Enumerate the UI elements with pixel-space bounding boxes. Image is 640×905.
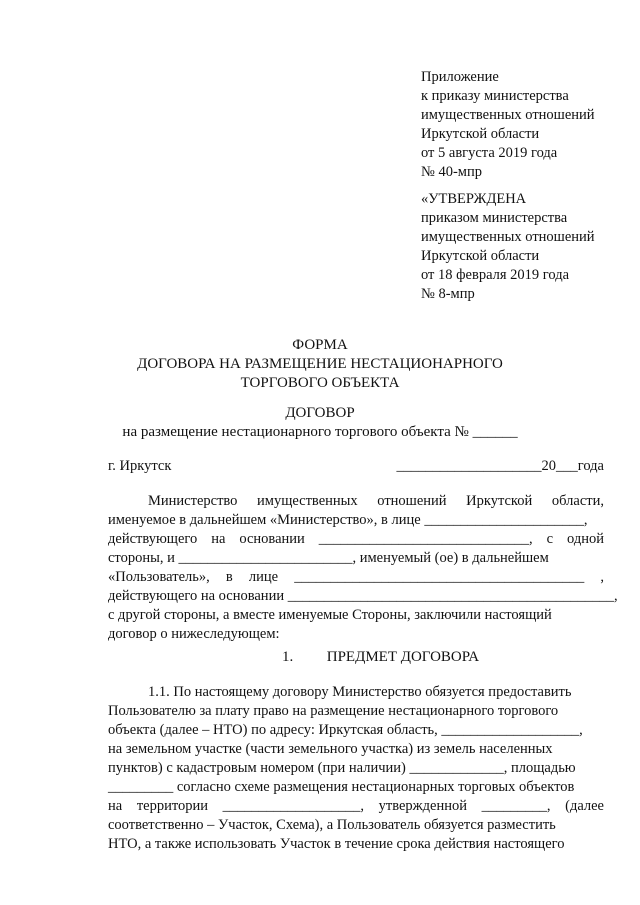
appendix-line: Приложение bbox=[421, 69, 499, 85]
section-title: ПРЕДМЕТ ДОГОВОРА bbox=[326, 649, 480, 665]
clause-line: Пользователю за плату право на размещение нестационарного торгового bbox=[108, 703, 559, 719]
appendix-line: к приказу министерства bbox=[421, 88, 569, 104]
preamble bbox=[108, 492, 618, 644]
form-title-line: ТОРГОВОГО ОБЪЕКТА bbox=[240, 375, 400, 391]
form-title-line: ДОГОВОРА НА РАЗМЕЩЕНИЕ НЕСТАЦИОНАРНОГО bbox=[137, 356, 503, 372]
clause-line: 1.1. По настоящему договору Министерство обязуется предоставить bbox=[148, 684, 572, 700]
contract-heading: ДОГОВОР bbox=[285, 405, 355, 421]
approved-block bbox=[421, 190, 621, 304]
clause-line: объекта (далее – НТО) по адресу: Иркутская область, ___________________, bbox=[108, 722, 583, 738]
appendix-line: Иркутской области bbox=[421, 126, 540, 142]
clause-line: на территории ___________________, утвержденной _________, (далее bbox=[108, 798, 604, 814]
preamble-line: действующего на основании _____________________________________________, bbox=[108, 588, 618, 604]
appendix-line: от 5 августа 2019 года bbox=[421, 145, 558, 161]
preamble-line: действующего на основании _____________________________, с одной bbox=[108, 531, 604, 547]
clause-1-1 bbox=[108, 683, 604, 854]
preamble-line: с другой стороны, а вместе именуемые Стороны, заключили настоящий bbox=[108, 607, 552, 623]
contract-date: ____________________20___года bbox=[396, 458, 604, 474]
preamble-line: именуемое в дальнейшем «Министерство», в лице ______________________, bbox=[108, 512, 588, 528]
form-title-line: ФОРМА bbox=[292, 337, 348, 353]
approved-line: Иркутской области bbox=[421, 248, 540, 264]
clause-line: пунктов) с кадастровым номером (при наличии) _____________, площадью bbox=[108, 760, 576, 776]
preamble-line: «Пользователь», в лице ________________________________________ , bbox=[108, 569, 604, 585]
city: г. Иркутск bbox=[108, 458, 172, 474]
approved-line: № 8-мпр bbox=[421, 286, 475, 302]
clause-line: НТО, а также использовать Участок в течение срока действия настоящего bbox=[108, 836, 565, 852]
form-title bbox=[0, 336, 640, 393]
preamble-line: стороны, и ________________________, именуемый (ое) в дальнейшем bbox=[108, 550, 549, 566]
section-heading bbox=[282, 648, 479, 667]
clause-line: соответственно – Участок, Схема), а Пользователь обязуется разместить bbox=[108, 817, 556, 833]
section-number: 1. bbox=[282, 649, 294, 665]
approved-line: имущественных отношений bbox=[421, 229, 595, 245]
appendix-line: № 40-мпр bbox=[421, 164, 482, 180]
clause-line: на земельном участке (части земельного участка) из земель населенных bbox=[108, 741, 553, 757]
contract-subheading: на размещение нестационарного торгового объекта № ______ bbox=[122, 424, 518, 440]
clause-line: _________ согласно схеме размещения нестационарных торговых объектов bbox=[108, 779, 575, 795]
preamble-line: Министерство имущественных отношений Иркутской области, bbox=[148, 493, 604, 509]
place-date-row bbox=[108, 457, 604, 476]
approved-line: «УТВЕРЖДЕНА bbox=[421, 191, 527, 207]
preamble-line: договор о нижеследующем: bbox=[108, 626, 280, 642]
contract-title bbox=[0, 404, 640, 442]
approved-line: от 18 февраля 2019 года bbox=[421, 267, 570, 283]
appendix-line: имущественных отношений bbox=[421, 107, 595, 123]
appendix-block bbox=[421, 68, 621, 182]
approved-line: приказом министерства bbox=[421, 210, 568, 226]
